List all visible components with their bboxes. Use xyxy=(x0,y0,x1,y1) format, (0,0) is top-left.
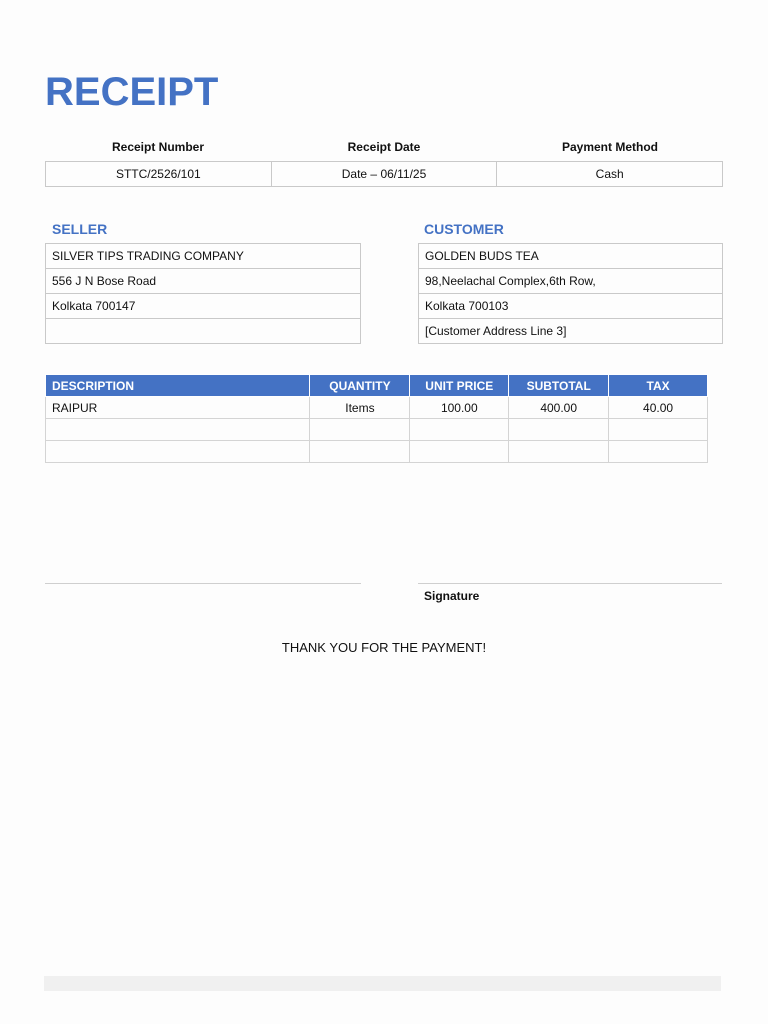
description-cell xyxy=(46,419,310,441)
quantity-header: QUANTITY xyxy=(310,375,410,397)
left-signature-line xyxy=(45,583,361,584)
subtotal-cell xyxy=(509,419,609,441)
receipt-number-header: Receipt Number xyxy=(111,140,205,154)
footer-bar xyxy=(44,976,721,991)
tax-cell xyxy=(609,419,708,441)
customer-line: Kolkata 700103 xyxy=(419,293,722,318)
payment-method-header: Payment Method xyxy=(561,140,658,154)
tax-cell: 40.00 xyxy=(609,397,708,419)
receipt-date-header: Receipt Date xyxy=(347,140,421,154)
subtotal-cell xyxy=(509,441,609,463)
receipt-number-value: STTC/2526/101 xyxy=(115,167,201,181)
quantity-cell xyxy=(310,441,410,463)
quantity-cell xyxy=(310,419,410,441)
tax-header: TAX xyxy=(609,375,708,397)
tax-cell xyxy=(609,441,708,463)
signature-line xyxy=(418,583,722,584)
unit-price-header: UNIT PRICE xyxy=(410,375,509,397)
receipt-meta-headers xyxy=(45,140,723,154)
customer-line: 98,Neelachal Complex,6th Row, xyxy=(419,268,722,293)
description-header: DESCRIPTION xyxy=(46,375,310,397)
seller-line xyxy=(46,318,360,343)
items-header-row xyxy=(46,375,708,397)
subtotal-cell: 400.00 xyxy=(509,397,609,419)
customer-address-box xyxy=(418,243,723,344)
unit-price-cell xyxy=(410,419,509,441)
unit-price-cell xyxy=(410,441,509,463)
table-row xyxy=(46,441,708,463)
table-row xyxy=(46,419,708,441)
receipt-title: RECEIPT xyxy=(45,70,219,114)
table-row xyxy=(46,397,708,419)
seller-line: 556 J N Bose Road xyxy=(46,268,360,293)
unit-price-cell: 100.00 xyxy=(410,397,509,419)
seller-heading: SELLER xyxy=(52,221,108,237)
thank-you-message: THANK YOU FOR THE PAYMENT! xyxy=(281,640,487,655)
signature-label: Signature xyxy=(424,589,480,603)
seller-line: SILVER TIPS TRADING COMPANY xyxy=(52,249,244,263)
customer-line: [Customer Address Line 3] xyxy=(419,318,722,343)
description-cell xyxy=(46,441,310,463)
description-cell: RAIPUR xyxy=(46,397,310,419)
quantity-cell: Items xyxy=(310,397,410,419)
subtotal-header: SUBTOTAL xyxy=(509,375,609,397)
customer-heading: CUSTOMER xyxy=(424,221,504,237)
customer-line: GOLDEN BUDS TEA xyxy=(425,249,539,263)
seller-line: Kolkata 700147 xyxy=(46,293,360,318)
seller-address-box xyxy=(45,243,361,344)
receipt-date-value: Date – 06/11/25 xyxy=(271,162,497,186)
receipt-meta-values xyxy=(45,161,723,187)
items-table xyxy=(45,374,708,463)
payment-method-value: Cash xyxy=(496,162,722,186)
